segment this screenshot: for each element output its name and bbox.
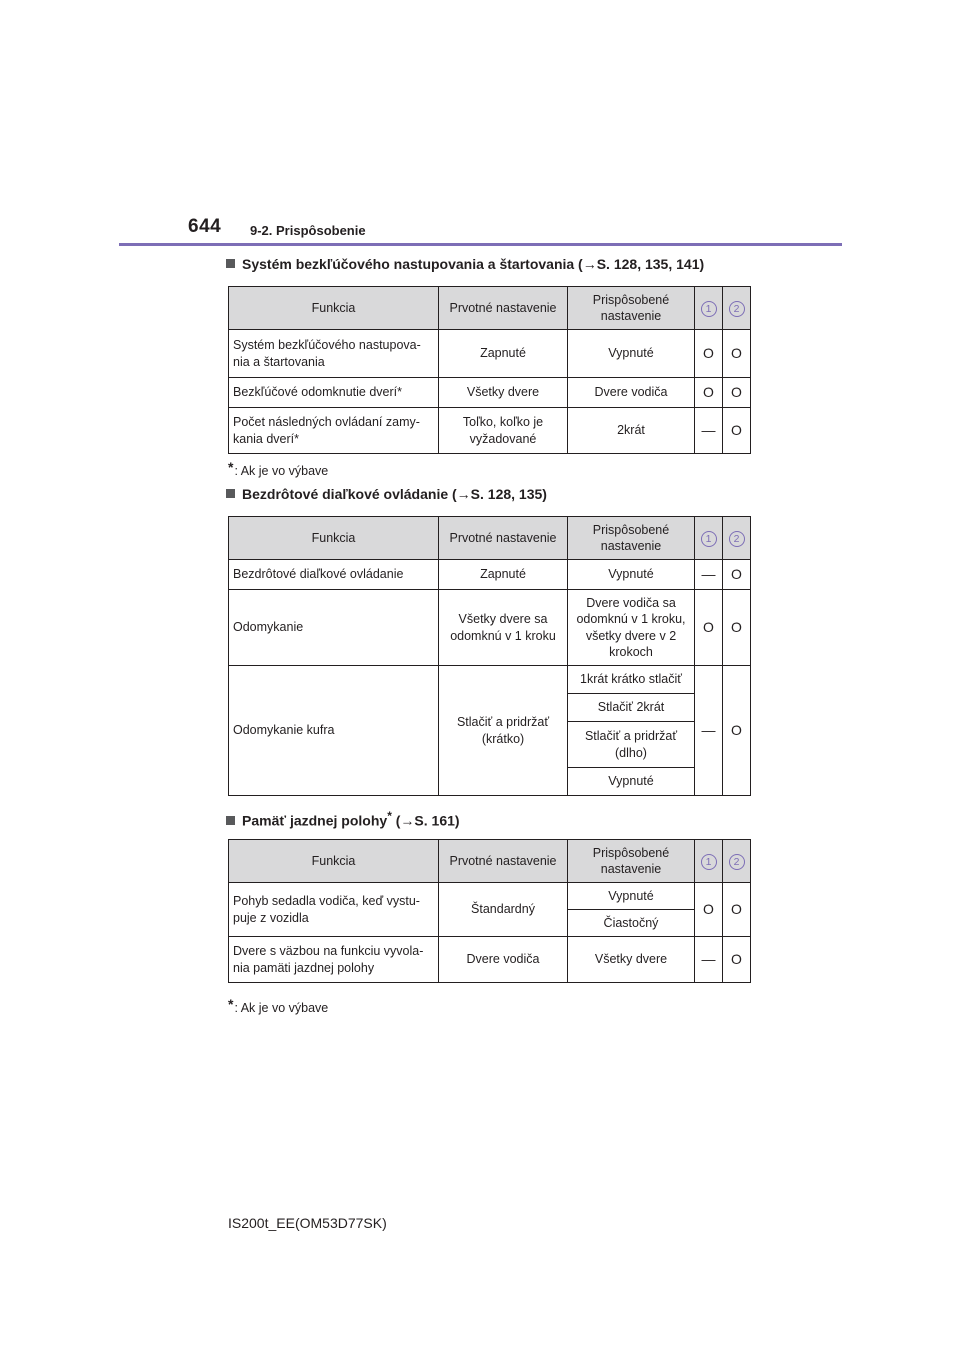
table-row: Odomykanie Všetky dvere sa odomknú v 1 kroku Dvere vodiča sa odomknú v 1 kroku, všetky dvere v 2 krokoch O O [229, 590, 751, 666]
col-function: Funkcia [229, 840, 439, 883]
footnote: *: Ak je vo výbave [228, 996, 329, 1015]
asterisk-mark: * [228, 996, 234, 1012]
col-method-1 [695, 287, 723, 330]
heading-driving-position-memory: Pamäť jazdnej polohy* (→S. 161) [226, 809, 460, 829]
section-title: 9-2. Prispôsobenie [250, 223, 366, 238]
table-row: Stlačiť a pridržať (dlho) [229, 722, 751, 768]
table-keyless-system [228, 286, 751, 454]
col-method-2 [723, 517, 751, 560]
table-row: Vypnuté [229, 768, 751, 796]
square-bullet-icon [226, 259, 235, 268]
table-header-row [229, 287, 751, 330]
page-header [188, 214, 788, 244]
col-custom: Prispôsobené nastavenie [568, 287, 695, 330]
table-row: Počet následných ovládaní zamy-kania dverí* Toľko, koľko je vyžadované 2krát — O [229, 408, 751, 454]
number-2-icon: 2 [729, 854, 745, 870]
document-code: IS200t_EE(OM53D77SK) [228, 1215, 387, 1231]
number-1-icon: 1 [701, 854, 717, 870]
number-2-icon: 2 [729, 531, 745, 547]
table-header-row [229, 517, 751, 560]
square-bullet-icon [226, 816, 235, 825]
asterisk-mark: * [387, 809, 392, 823]
asterisk-mark: * [294, 431, 300, 446]
col-function: Funkcia [229, 287, 439, 330]
number-1-icon: 1 [701, 531, 717, 547]
footnote: *: Ak je vo výbave [228, 459, 329, 478]
number-2-icon: 2 [729, 301, 745, 317]
table-row: Dvere s väzbou na funkciu vyvola-nia pamäti jazdnej polohy Dvere vodiča Všetky dvere — O [229, 937, 751, 983]
number-1-icon: 1 [701, 301, 717, 317]
col-default: Prvotné nastavenie [439, 287, 568, 330]
table-driving-position-memory [228, 839, 751, 983]
table-row: Pohyb sedadla vodiča, keď vystu-puje z vozidla Štandardný Vypnuté O O [229, 883, 751, 910]
col-custom: Prispôsobené nastavenie [568, 517, 695, 560]
table-header-row [229, 840, 751, 883]
col-default: Prvotné nastavenie [439, 840, 568, 883]
table-row: Čiastočný [229, 910, 751, 937]
table-row: Stlačiť 2krát [229, 694, 751, 722]
col-method-1 [695, 517, 723, 560]
table-row: Bezkľúčové odomknutie dverí* Všetky dvere Dvere vodiča O O [229, 378, 751, 408]
col-method-2 [723, 287, 751, 330]
square-bullet-icon [226, 489, 235, 498]
col-method-1 [695, 840, 723, 883]
table-row: Bezdrôtové diaľkové ovládanie Zapnuté Vypnuté — O [229, 560, 751, 590]
table-wireless-remote [228, 516, 751, 796]
asterisk-mark: * [228, 459, 234, 475]
table-row: Odomykanie kufra Stlačiť a pridržať (krátko) 1krát krátko stlačiť — O [229, 666, 751, 694]
col-method-2 [723, 840, 751, 883]
heading-wireless-remote: Bezdrôtové diaľkové ovládanie (→S. 128, 135) [226, 486, 547, 502]
col-custom: Prispôsobené nastavenie [568, 840, 695, 883]
header-rule [119, 243, 842, 246]
asterisk-mark: * [397, 385, 403, 400]
page-number: 644 [188, 216, 222, 237]
table-row: Systém bezkľúčového nastupova-nia a štartovania Zapnuté Vypnuté O O [229, 330, 751, 378]
col-default: Prvotné nastavenie [439, 517, 568, 560]
col-function: Funkcia [229, 517, 439, 560]
heading-keyless-system: Systém bezkľúčového nastupovania a štartovania (→S. 128, 135, 141) [226, 256, 704, 272]
